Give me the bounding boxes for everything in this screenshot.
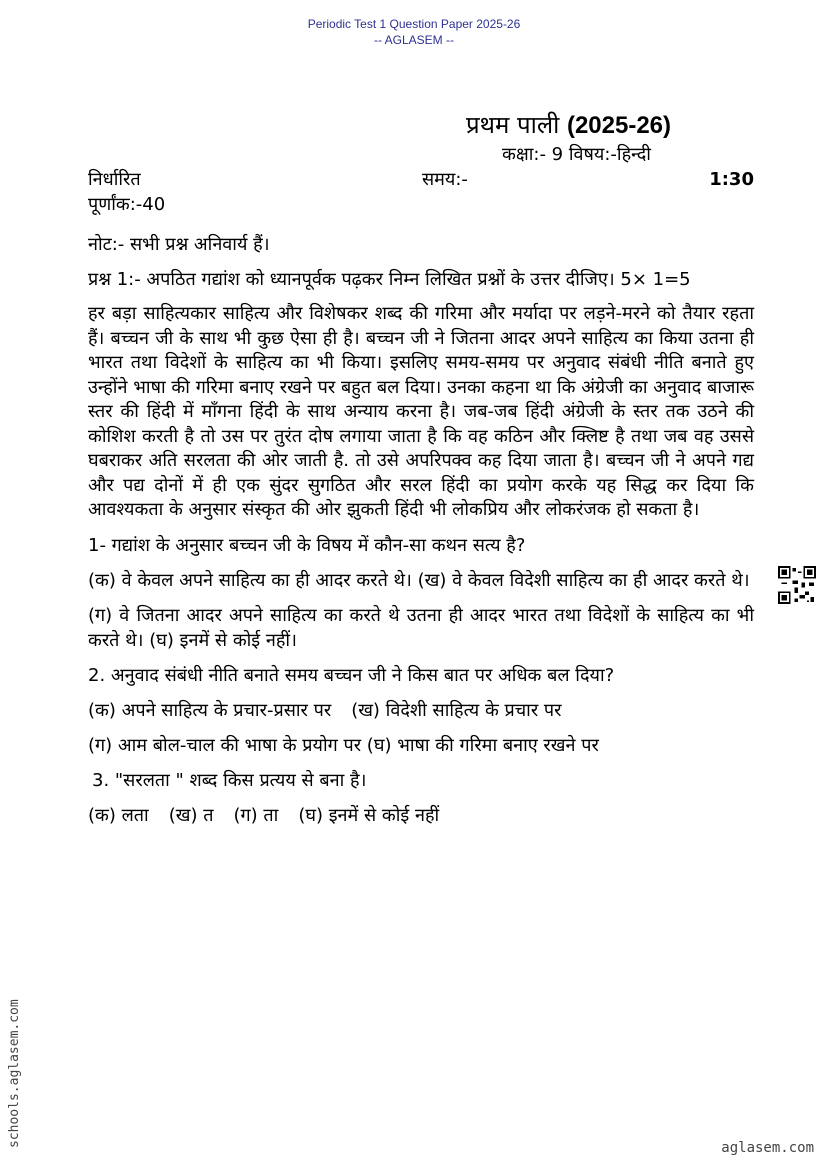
q1-sub3-option-a: (क) लता bbox=[88, 804, 149, 826]
exam-title bbox=[466, 110, 671, 141]
q1-sub3-option-b: (ख) त bbox=[168, 804, 214, 826]
q1-sub3-question: 3. "सरलता " शब्द किस प्रत्यय से बना है। bbox=[92, 769, 367, 791]
q1-sub1-options-cd: (ग) वे जितना आदर अपने साहित्य का करते थे उतना ही आदर भारत तथा विदेशों के साहित्य का भी करते थे। (घ) इनमें से कोई नहीं। bbox=[88, 604, 754, 651]
header-line-2: -- AGLASEM -- bbox=[373, 33, 454, 47]
time-label: समय:- bbox=[421, 169, 468, 190]
title-year: (2025-26) bbox=[566, 112, 672, 139]
page-header bbox=[0, 16, 828, 48]
q1-sub2-option-b: (ख) विदेशी साहित्य के प्रचार पर bbox=[351, 699, 562, 721]
side-watermark bbox=[7, 968, 27, 1148]
passage: हर बड़ा साहित्यकार साहित्य और विशेषकर शब्द की गरिमा और मर्यादा पर लड़ने-मरने को तैयार रहता हैं। बच्चन जी के साथ भी कुछ ऐसा ही है। बच्चन जी ने जितना आदर अपने साहित्य का किया उतना ही भारत तथा विदेशों के साहित्य का भी किया। इसलिए समय-समय पर अनुवाद संबंधी नीति बनाते हुए उन्होंने भाषा की गरिमा बनाए रखने पर बहुत बल दिया। उनका कहना था कि अंग्रेजी का अनुवाद बाजारू स्तर की हिंदी में माँगना हिंदी के साथ अन्याय करना है। जब-जब हिंदी अंग्रेजी के स्तर तक उठने की कोशिश करती है तो उस पर तुरंत दोष लगाया जाता है कि वह कठिन और क्लिष्ट है तथा जब वह उससे घबराकर अति सरलता की ओर जाती है. तो उसे अपरिपक्व कह दिया जाता है। बच्चन जी ने अपने गद्य और पद्य दोनों में ही एक सुंदर सुगठित और सरल हिंदी का प्रयोग करके यह सिद्ध कर दिया कि आवश्यकता के अनुसार संस्कृत की ओर झुकती हिंदी भी लोकप्रिय और लोकरंजक हो सकता है। bbox=[88, 303, 754, 520]
header-line-1: Periodic Test 1 Question Paper 2025-26 bbox=[307, 17, 521, 31]
meta-label: निर्धारित bbox=[88, 169, 141, 190]
question-content bbox=[88, 232, 754, 838]
q1-sub3-option-d: (घ) इनमें से कोई नहीं bbox=[298, 804, 440, 826]
q1-sub2-options-cd: (ग) आम बोल-चाल की भाषा के प्रयोग पर (घ) भाषा की गरिमा बनाए रखने पर bbox=[88, 734, 599, 756]
footer-url: aglasem.com bbox=[721, 1140, 814, 1156]
q1-sub1-question: 1- गद्यांश के अनुसार बच्चन जी के विषय में कौन-सा कथन सत्य है? bbox=[88, 534, 526, 556]
q1-sub3-options bbox=[88, 803, 754, 828]
total-marks: पूर्णांक:-40 bbox=[88, 194, 166, 215]
exam-meta bbox=[88, 167, 754, 217]
q1-sub2-options-ab bbox=[88, 698, 754, 723]
q1-sub3-option-c: (ग) ता bbox=[233, 804, 279, 826]
q1-sub2-option-a: (क) अपने साहित्य के प्रचार-प्रसार पर bbox=[88, 699, 332, 721]
class-subject: कक्षा:- 9 विषय:-हिन्दी bbox=[502, 144, 651, 165]
side-url: schools.aglasem.com bbox=[7, 999, 22, 1148]
q1-sub2-question: 2. अनुवाद संबंधी नीति बनाते समय बच्चन जी ने किस बात पर अधिक बल दिया? bbox=[88, 664, 615, 686]
time-value: 1:30 bbox=[709, 169, 754, 190]
title-prefix: प्रथम पाली bbox=[466, 111, 560, 139]
q1-heading: प्रश्न 1:- अपठित गद्यांश को ध्यानपूर्वक पढ़कर निम्न लिखित प्रश्नों के उत्तर दीजिए। 5× 1=5 bbox=[88, 269, 691, 290]
q1-sub1-options-ab: (क) वे केवल अपने साहित्य का ही आदर करते थे। (ख) वे केवल विदेशी साहित्य का ही आदर करते थे। bbox=[88, 569, 750, 591]
note: नोट:- सभी प्रश्न अनिवार्य हैं। bbox=[88, 234, 270, 255]
qr-code-icon bbox=[778, 566, 816, 604]
